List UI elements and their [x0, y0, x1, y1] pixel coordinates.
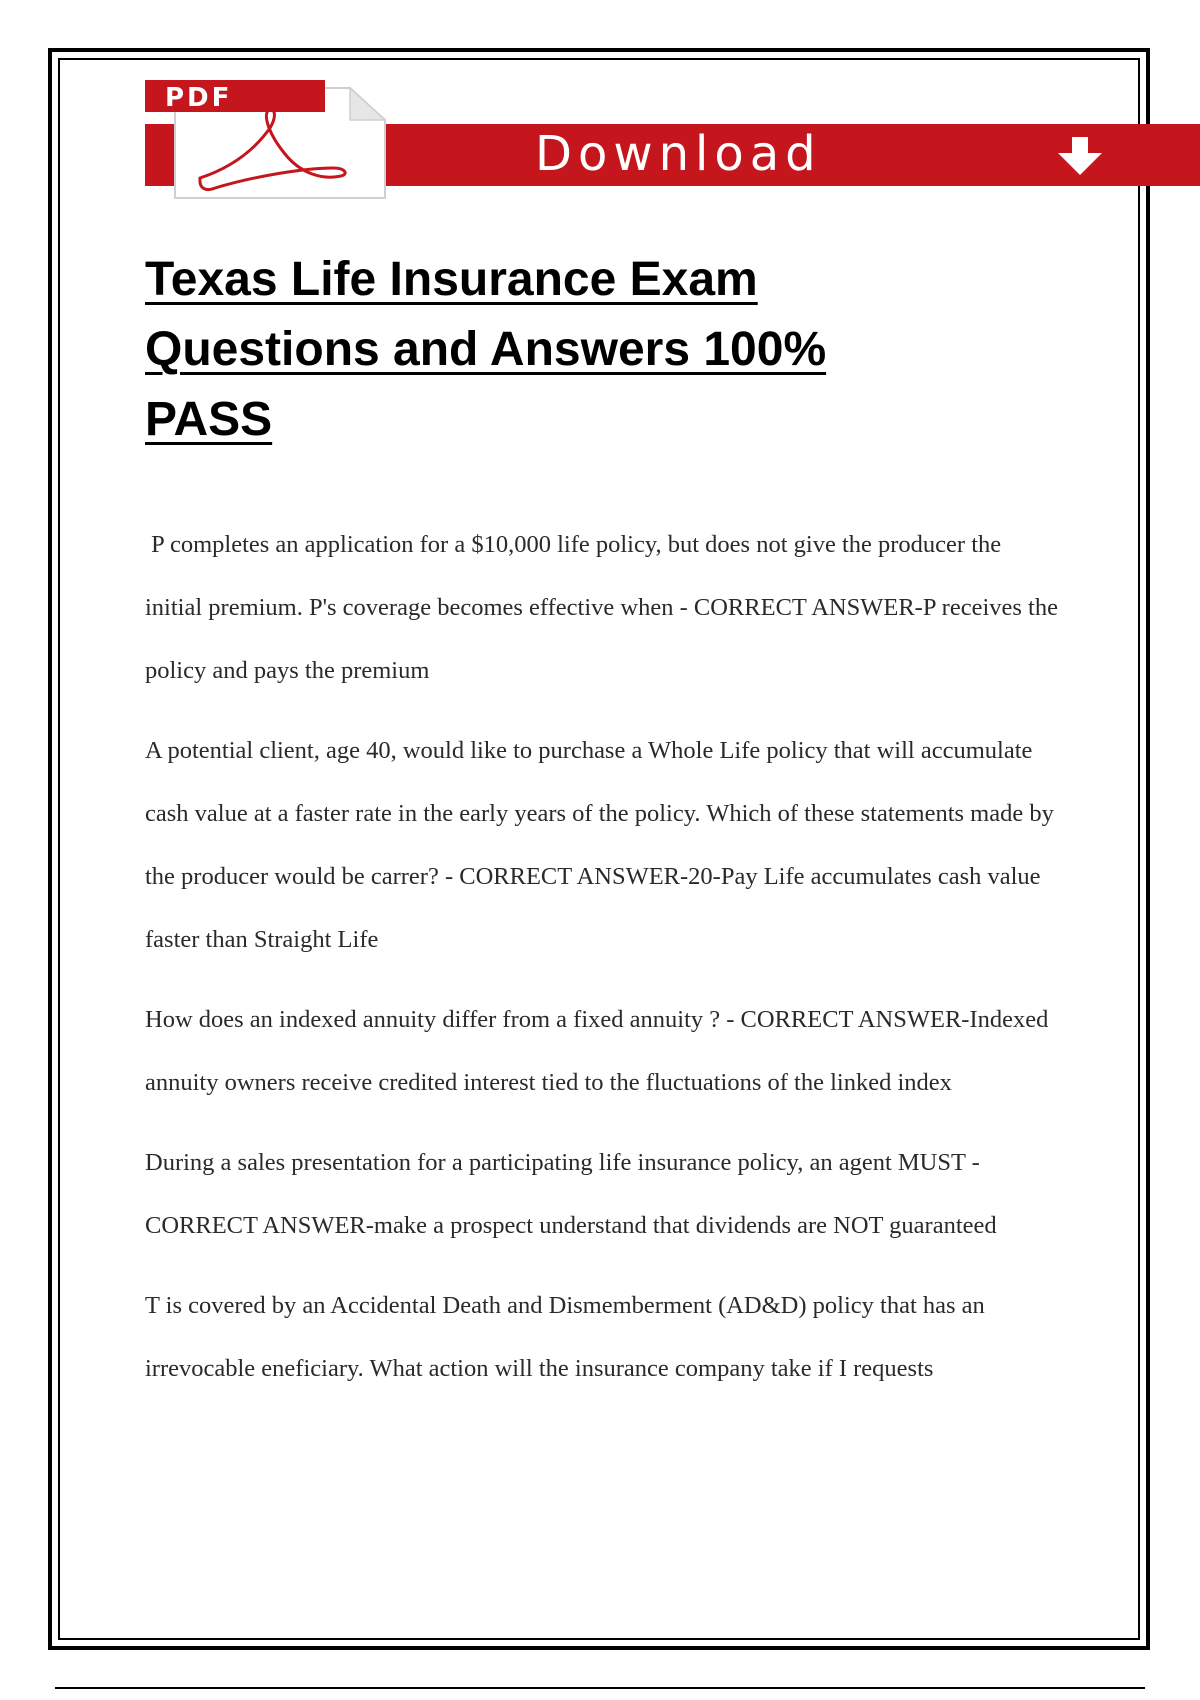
- qa-list: [145, 513, 1065, 1417]
- download-label: Download: [535, 126, 822, 182]
- qa-item: T is covered by an Accidental Death and Dismemberment (AD&D) policy that has an irrevocable eneficiary. What action will the insurance company take if I requests: [145, 1292, 985, 1382]
- document-title: [145, 245, 1045, 455]
- pdf-label: PDF: [165, 83, 233, 113]
- title-line-1: Texas Life Insurance Exam: [145, 253, 758, 306]
- pdf-icon: [145, 80, 415, 200]
- qa-item: During a sales presentation for a participating life insurance policy, an agent MUST - CORRECT ANSWER-make a prospect understand that dividends are NOT guaranteed: [145, 1149, 997, 1239]
- qa-item: P completes an application for a $10,000 life policy, but does not give the producer the initial premium. P's coverage becomes effective when - CORRECT ANSWER-P receives the policy and pays the premium: [145, 531, 1065, 684]
- qa-item: How does an indexed annuity differ from a fixed annuity ? - CORRECT ANSWER-Indexed annuity owners receive credited interest tied to the fluctuations of the linked index: [145, 1006, 1049, 1096]
- download-arrow-icon: [1050, 137, 1110, 175]
- title-line-3: PASS: [145, 393, 273, 446]
- qa-item: A potential client, age 40, would like to purchase a Whole Life policy that will accumulate cash value at a faster rate in the early years of the policy. Which of these statements made by the producer would be carrer? - CORRECT ANSWER-20-Pay Life accumulates cash value faster than Straight Life: [145, 737, 1054, 953]
- bottom-divider: [55, 1687, 1145, 1689]
- title-line-2: Questions and Answers 100%: [145, 323, 827, 376]
